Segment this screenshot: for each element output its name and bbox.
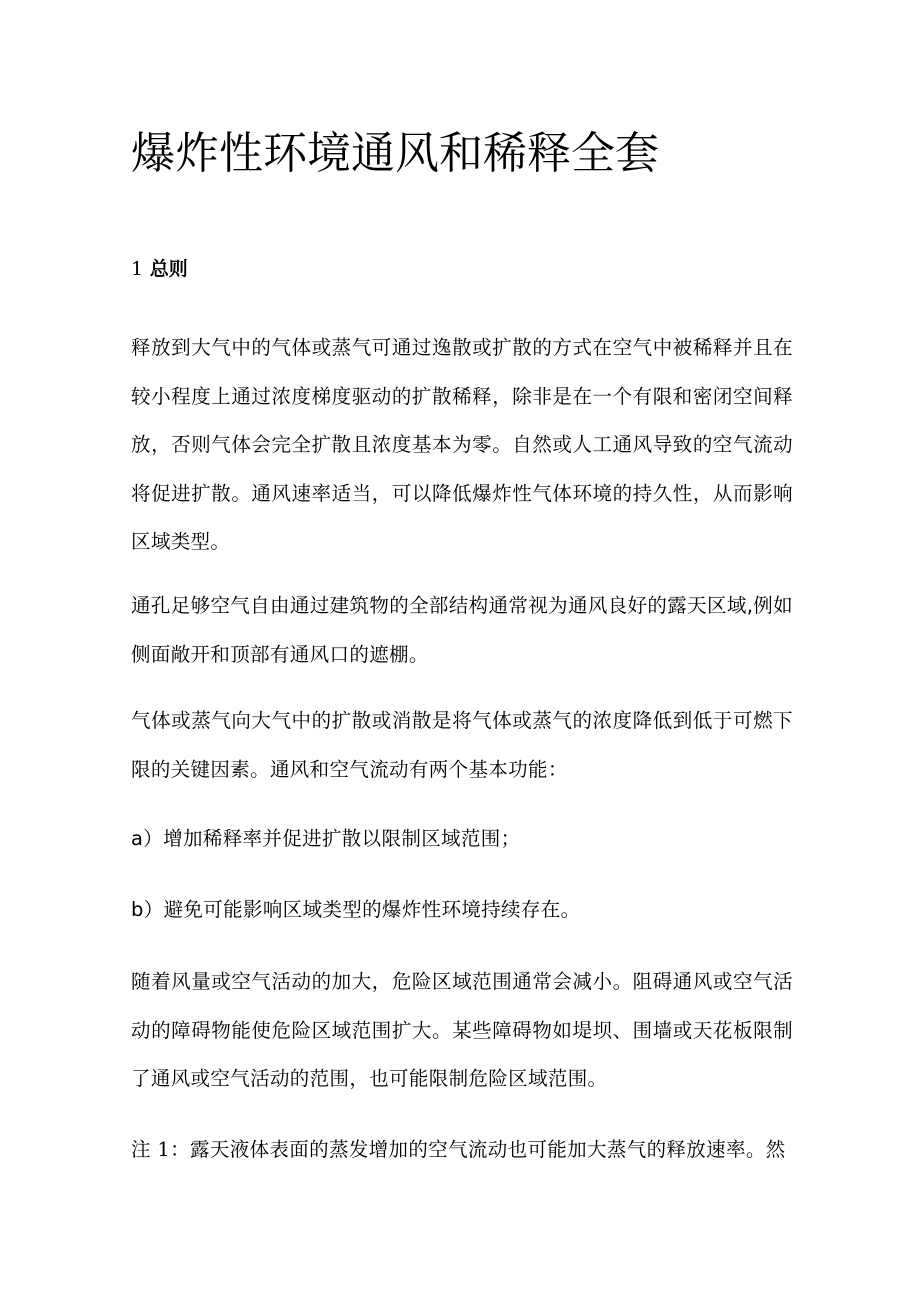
note-text: ：露天液体表面的蒸发增加的空气流动也可能加大蒸气的释放速率。然 [170,1138,786,1161]
list-item-b: b）避免可能影响区域类型的爆炸性环境持续存在。 [131,898,581,921]
document-title: 爆炸性环境通风和稀释全套 [131,128,659,179]
section-heading [131,254,188,284]
note-number: 1 [157,1138,171,1161]
paragraph-open-area: 通孔足够空气自由通过建筑物的全部结构通常视为通风良好的露天区域,例如侧面敞开和顶部有通风口的遮棚。 [131,594,793,666]
note-paragraph [131,1126,793,1175]
note-label: 注 [131,1138,158,1161]
paragraph-obstacles: 随着风量或空气活动的加大，危险区域范围通常会减小。阻碍通风或空气活动的障碍物能使危险区域范围扩大。某些障碍物如堤坝、围墙或天花板限制了通风或空气活动的范围，也可能限制危险区域范围。 [131,970,793,1090]
paragraph-dilution: 释放到大气中的气体或蒸气可通过逸散或扩散的方式在空气中被稀释并且在较小程度上通过浓度梯度驱动的扩散稀释，除非是在一个有限和密闭空间释放，否则气体会完全扩散且浓度基本为零。自然或人工通风导致的空气流动将促进扩散。通风速率适当，可以降低爆炸性气体环境的持久性，从而影响区域类型。 [131,336,793,553]
section-title: 总则 [149,258,188,280]
section-number: 1 [131,258,144,280]
list-item-a: a）增加稀释率并促进扩散以限制区域范围； [131,827,521,850]
paragraph-dispersion: 气体或蒸气向大气中的扩散或消散是将气体或蒸气的浓度降低到低于可燃下限的关键因素。通风和空气流动有两个基本功能： [131,709,793,781]
